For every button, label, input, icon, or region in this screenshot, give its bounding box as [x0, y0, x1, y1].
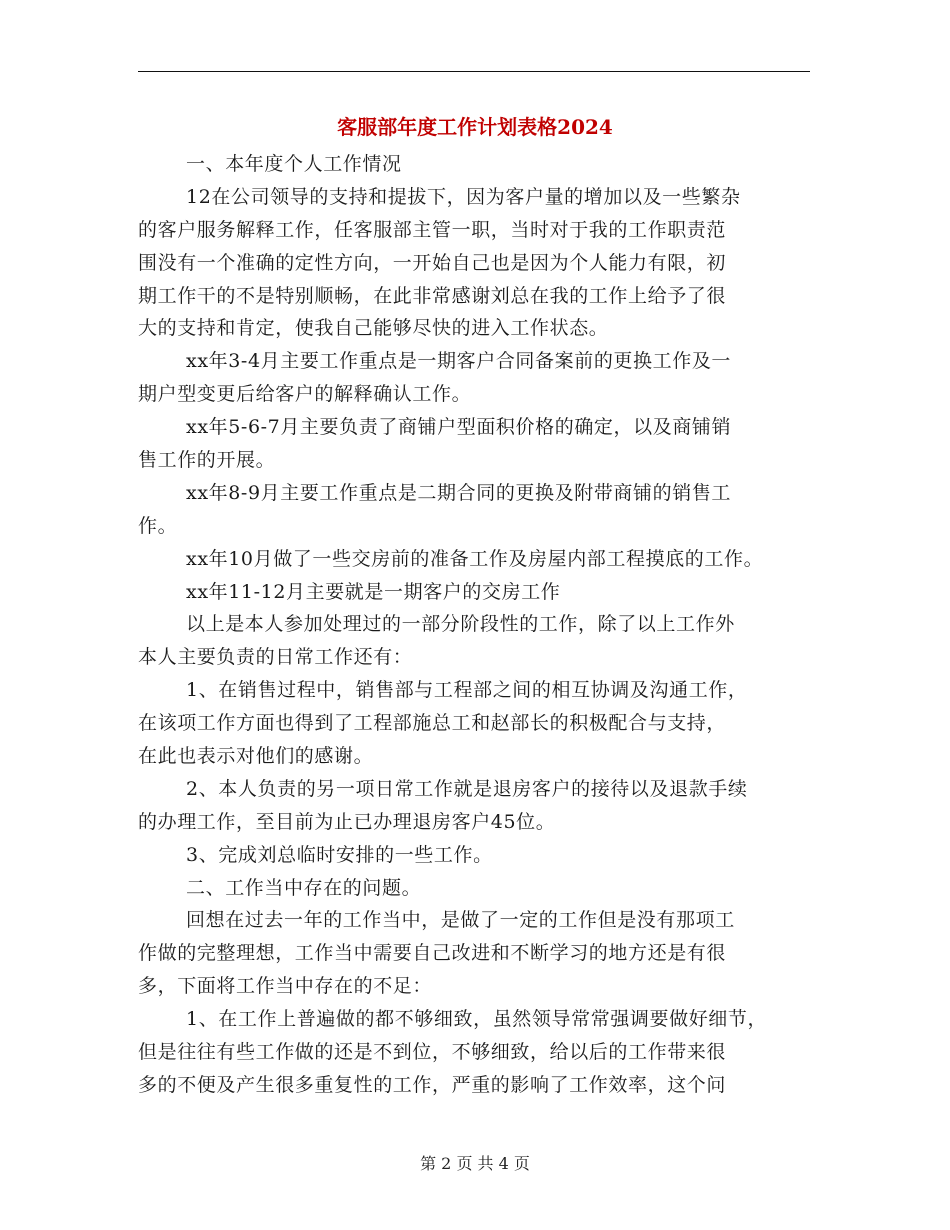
- header-rule: [138, 71, 810, 72]
- body-line: xx年8-9月主要工作重点是二期合同的更换及附带商铺的销售工: [186, 481, 732, 504]
- body-line: 多的不便及产生很多重复性的工作，严重的影响了工作效率，这个问: [138, 1073, 727, 1096]
- body-line: 1、在销售过程中，销售部与工程部之间的相互协调及沟通工作，: [186, 679, 748, 702]
- body-line: 在此也表示对他们的感谢。: [138, 745, 374, 768]
- document-title: 客服部年度工作计划表格2024: [337, 115, 613, 139]
- body-line: 12在公司领导的支持和提拔下，因为客户量的增加以及一些繁杂: [186, 185, 741, 208]
- body-line: 期户型变更后给客户的解释确认工作。: [138, 383, 472, 406]
- body-line: 大的支持和肯定，使我自己能够尽快的进入工作状态。: [138, 317, 609, 340]
- body-line: 回想在过去一年的工作当中，是做了一定的工作但是没有那项工: [186, 909, 735, 932]
- body-line: 多，下面将工作当中存在的不足：: [138, 975, 433, 998]
- body-line: 售工作的开展。: [138, 449, 276, 472]
- body-line: 围没有一个准确的定性方向，一开始自己也是因为个人能力有限，初: [138, 251, 727, 274]
- body-line: xx年10月做了一些交房前的准备工作及房屋内部工程摸底的工作。: [186, 547, 764, 570]
- body-line: 的办理工作，至目前为止已办理退房客户45位。: [138, 810, 556, 833]
- body-line: xx年5-6-7月主要负责了商铺户型面积价格的确定，以及商铺销: [186, 416, 732, 439]
- body-line: 本人主要负责的日常工作还有：: [138, 646, 413, 669]
- body-line: 一、本年度个人工作情况: [186, 153, 402, 175]
- body-line: 2、本人负责的另一项日常工作就是退房客户的接待以及退款手续: [186, 777, 748, 800]
- body-line: 3、完成刘总临时安排的一些工作。: [186, 843, 493, 866]
- body-line: 1、在工作上普遍做的都不够细致，虽然领导常常强调要做好细节，: [186, 1008, 768, 1031]
- body-line: 期工作干的不是特别顺畅，在此非常感谢刘总在我的工作上给予了很: [138, 284, 727, 307]
- body-line: 在该项工作方面也得到了工程部施总工和赵部长的积极配合与支持，: [138, 712, 727, 735]
- body-line: 二、工作当中存在的问题。: [186, 876, 422, 899]
- body-line: 以上是本人参加处理过的一部分阶段性的工作，除了以上工作外: [186, 613, 735, 636]
- body-line: 作。: [138, 514, 178, 537]
- body-line: xx年3-4月主要工作重点是一期客户合同备案前的更换工作及一: [186, 350, 732, 373]
- body-line: 作做的完整理想，工作当中需要自己改进和不断学习的地方还是有很: [138, 942, 727, 965]
- page-number: 第 2 页 共 4 页: [420, 1154, 530, 1173]
- document-body: [138, 148, 838, 1102]
- body-line: 的客户服务解释工作，任客服部主管一职，当时对于我的工作职责范: [138, 218, 727, 241]
- body-line: 但是往往有些工作做的还是不到位，不够细致，给以后的工作带来很: [138, 1041, 727, 1064]
- body-line: xx年11-12月主要就是一期客户的交房工作: [186, 580, 561, 603]
